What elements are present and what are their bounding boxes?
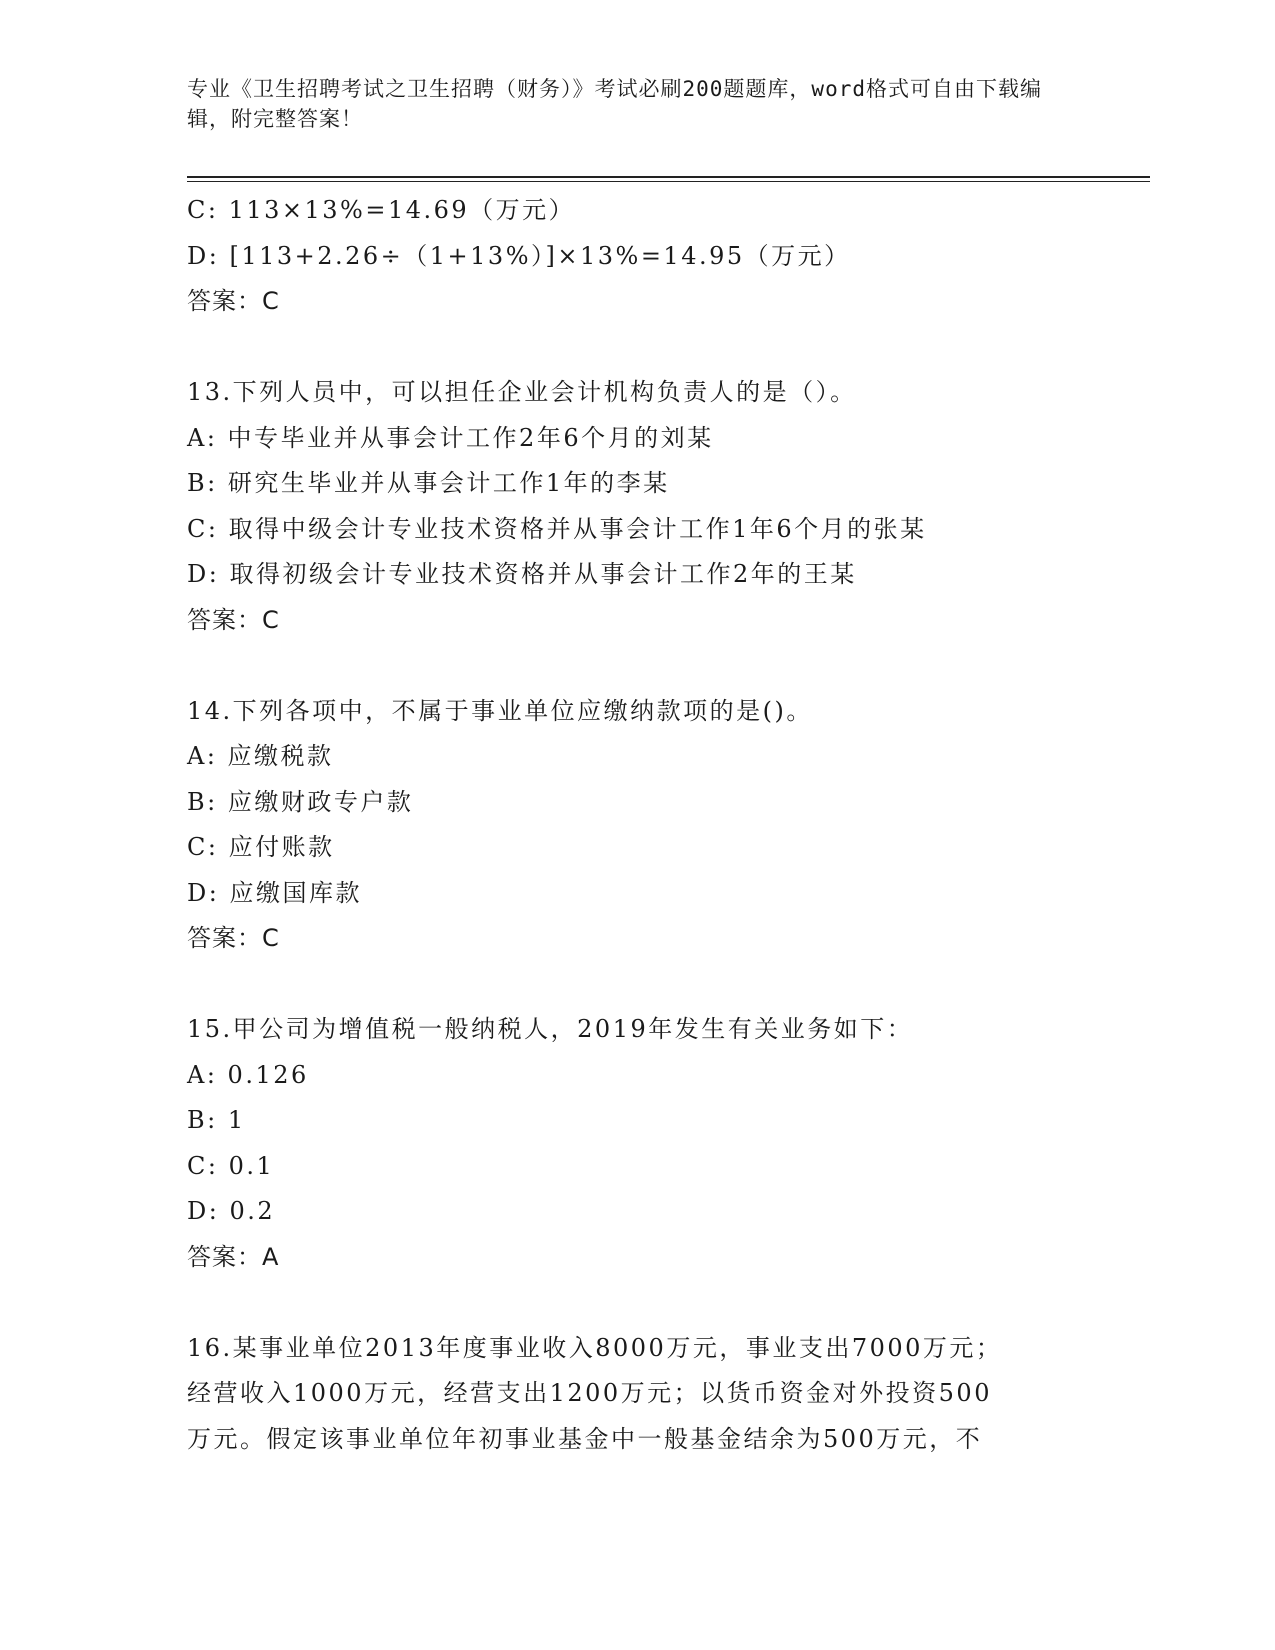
document-header: 专业《卫生招聘考试之卫生招聘（财务）》考试必刷200题题库，word格式可自由下载编辑，附完整答案！ [187, 77, 1042, 131]
q16-question-line-1: 16.某事业单位2013年度事业收入8000万元，事业支出7000万元； [187, 1333, 1003, 1362]
question-content [187, 188, 1067, 1462]
q13-option-a: A: 中专毕业并从事会计工作2年6个月的刘某 [187, 423, 714, 452]
q16-question-line-2: 经营收入1000万元，经营支出1200万元；以货币资金对外投资500 [187, 1379, 992, 1407]
q12-answer: 答案：C [187, 287, 280, 315]
header-divider-thin [187, 181, 1150, 182]
q13-option-c: C: 取得中级会计专业技术资格并从事会计工作1年6个月的张某 [187, 514, 927, 543]
q14-option-b: B: 应缴财政专户款 [187, 787, 414, 816]
q13-answer: 答案：C [187, 605, 280, 634]
header-divider-thick [187, 176, 1150, 178]
q13-question: 13.下列人员中，可以担任企业会计机构负责人的是（）。 [187, 378, 857, 406]
q14-option-d: D: 应缴国库款 [187, 878, 362, 907]
spacer [187, 962, 1067, 1008]
q15-option-c: C: 0.1 [187, 1151, 275, 1180]
q13-option-d: D: 取得初级会计专业技术资格并从事会计工作2年的王某 [187, 560, 857, 588]
spacer [187, 643, 1067, 689]
q12-option-d: D: [113+2.26÷（1+13%）]×13%=14.95（万元） [187, 241, 851, 270]
q12-option-c: C: 113×13%=14.69（万元） [187, 196, 576, 224]
q15-answer: 答案：A [187, 1242, 280, 1271]
q15-option-a: A: 0.126 [187, 1060, 309, 1089]
q14-answer: 答案：C [187, 924, 280, 952]
q14-question: 14.下列各项中，不属于事业单位应缴纳款项的是()。 [187, 696, 813, 725]
q15-question: 15.甲公司为增值税一般纳税人，2019年发生有关业务如下： [187, 1015, 914, 1043]
q13-option-b: B: 研究生毕业并从事会计工作1年的李某 [187, 469, 670, 497]
q14-option-a: A: 应缴税款 [187, 742, 334, 770]
spacer [187, 1280, 1067, 1326]
q15-option-d: D: 0.2 [187, 1197, 276, 1225]
q14-option-c: C: 应付账款 [187, 833, 335, 861]
spacer [187, 325, 1067, 371]
q16-question-line-3: 万元。假定该事业单位年初事业基金中一般基金结余为500万元，不 [187, 1424, 983, 1453]
q15-option-b: B: 1 [187, 1106, 246, 1134]
